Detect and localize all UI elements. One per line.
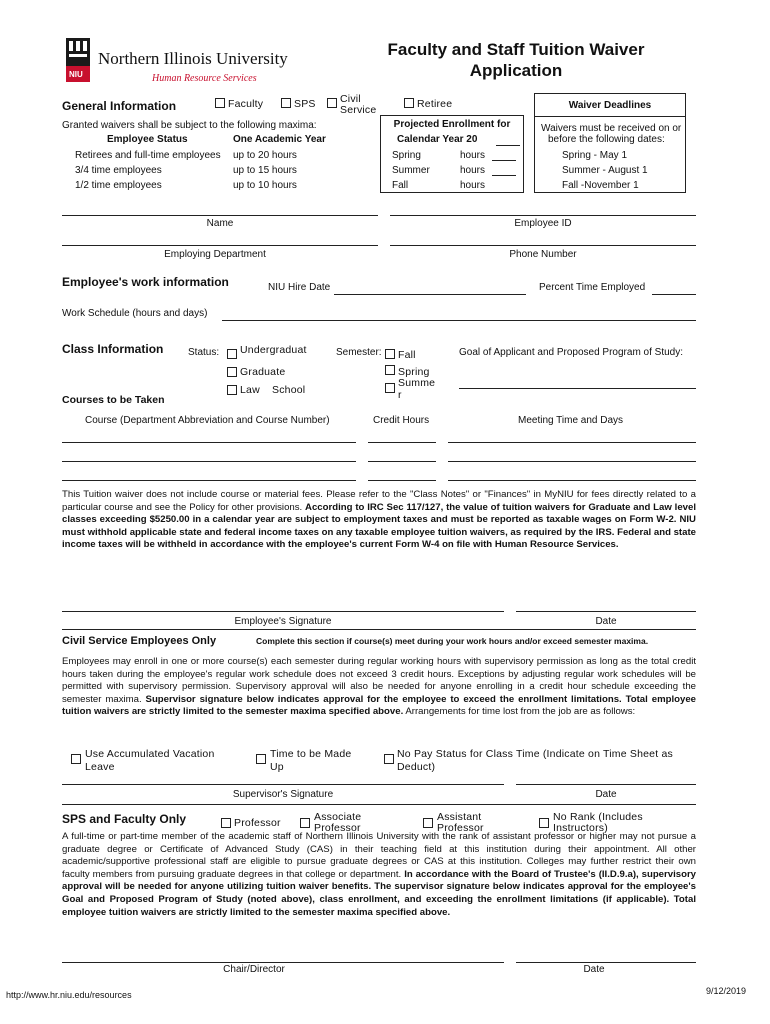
name-field[interactable] xyxy=(62,215,378,216)
niu-logo xyxy=(64,36,92,84)
vacation-checkbox[interactable] xyxy=(71,754,81,764)
form-title-line1: Faculty and Staff Tuition Waiver xyxy=(387,40,645,59)
graduate-checkbox[interactable] xyxy=(227,367,237,377)
sps-para-normal: A full-time or part-time member of the academic staff of Northern Illinois University with the rank of assistant professor or higher may not pursue a graduate degree or Certificate of Advanced Study (CAS) in their teaching field at this institution during their appointment. All other academic/supportive professional staff are eligible to pursue graduate degrees or CAS at this institution. Colleges may further restrict their own faculty members from pursuing graduate degrees in that college or department. xyxy=(62,831,696,880)
spring-label: Spring xyxy=(398,366,430,378)
no-rank-label-1: No Rank (Includes xyxy=(553,811,643,823)
department-name: Human Resource Services xyxy=(152,73,257,84)
supervisor-date-field[interactable] xyxy=(516,784,696,785)
summer-label-2: r xyxy=(398,389,402,401)
graduate-label: Graduate xyxy=(240,366,286,378)
courses-heading: Courses to be Taken xyxy=(62,394,165,406)
civil-service-paragraph xyxy=(62,656,696,719)
no-pay-label-1: No Pay Status for Class Time (Indicate on Time Sheet as xyxy=(397,748,673,760)
projected-title-2: Calendar Year 20 xyxy=(397,134,478,145)
service-label: Service xyxy=(340,104,377,116)
term-fall: Fall xyxy=(392,180,409,191)
deadlines-title: Waiver Deadlines xyxy=(568,100,652,111)
law-school-checkbox[interactable] xyxy=(227,385,237,395)
goal-field[interactable] xyxy=(459,388,696,389)
professor-label: Professor xyxy=(234,817,281,829)
no-rank-label-2: Instructors) xyxy=(553,822,608,834)
fall-checkbox[interactable] xyxy=(385,349,395,359)
credit-row-2[interactable] xyxy=(368,461,436,462)
meeting-row-3[interactable] xyxy=(448,480,696,481)
civil-service-divider xyxy=(62,629,696,630)
disclaimer-normal: This Tuition waiver does not include course or material fees. Please refer to the "Class Notes" or "Finances" in MyNIU for fees directly related to a particular course and see the Policy for other provisions. xyxy=(62,489,696,513)
supervisor-signature-label: Supervisor's Signature xyxy=(232,789,334,800)
supervisor-signature-field[interactable] xyxy=(62,784,504,785)
name-label: Name xyxy=(206,218,234,229)
time-made-up-checkbox[interactable] xyxy=(256,754,266,764)
disclaimer-bold: According to IRC Sec 117/127, the value of tuition waivers for Graduate and Law level classes exceeding $5250.00 in a calendar year are subject to employment taxes and must be reported as taxable wages on Form W-2. NIU must withhold applicable state and federal income taxes on any taxable employee tuition waivers, as required by the IRS. Federal and state income taxes will be withheld in accordance with the employee's current Form W-4 on file with Human Resource Services. xyxy=(62,501,696,551)
hours-spring-label: hours xyxy=(460,150,486,161)
faculty-label: Faculty xyxy=(228,98,264,110)
time-made-up-label-1: Time to be Made xyxy=(270,748,352,760)
school-label: School xyxy=(272,384,306,396)
term-summer: Summer xyxy=(392,165,430,176)
vacation-label-2: Leave xyxy=(85,761,115,773)
department-field[interactable] xyxy=(62,245,378,246)
status-row-1: Retirees and full-time employees xyxy=(75,150,221,161)
semester-label: Semester: xyxy=(336,347,382,358)
projected-title-1: Projected Enrollment for xyxy=(393,119,511,130)
no-pay-checkbox[interactable] xyxy=(384,754,394,764)
status-row-3: 1/2 time employees xyxy=(75,180,162,191)
academic-year-header: One Academic Year xyxy=(233,134,326,145)
disclaimer-paragraph xyxy=(62,489,696,552)
civil-service-heading: Civil Service Employees Only xyxy=(62,635,217,647)
status-label: Status: xyxy=(188,347,220,358)
year-field[interactable] xyxy=(496,145,520,146)
employee-id-field[interactable] xyxy=(390,215,696,216)
spring-checkbox[interactable] xyxy=(385,365,395,375)
schedule-label: Work Schedule (hours and days) xyxy=(62,308,208,319)
sps-label: SPS xyxy=(294,98,316,110)
max-row-3: up to 10 hours xyxy=(233,180,297,191)
employee-date-field[interactable] xyxy=(516,611,696,612)
civil-service-checkbox[interactable] xyxy=(327,98,337,108)
associate-checkbox[interactable] xyxy=(300,818,310,828)
class-heading: Class Information xyxy=(62,342,164,356)
hours-fall-label: hours xyxy=(460,180,486,191)
sps-divider xyxy=(62,804,696,805)
max-row-2: up to 15 hours xyxy=(233,165,297,176)
status-row-2: 3/4 time employees xyxy=(75,165,162,176)
assistant-label-1: Assistant xyxy=(437,811,482,823)
time-made-up-label-2: Up xyxy=(270,761,284,773)
hire-date-field[interactable] xyxy=(334,294,526,295)
term-spring: Spring xyxy=(392,150,421,161)
percent-time-field[interactable] xyxy=(652,294,696,295)
deadline-spring: Spring - May 1 xyxy=(562,150,628,161)
civil-label: Civil xyxy=(340,93,361,105)
course-row-3[interactable] xyxy=(62,480,356,481)
credit-row-1[interactable] xyxy=(368,442,436,443)
credit-column-header: Credit Hours xyxy=(373,415,430,426)
sps-heading: SPS and Faculty Only xyxy=(62,812,187,826)
chair-signature-field[interactable] xyxy=(62,962,504,963)
form-title-line2: Application xyxy=(469,61,563,80)
meeting-row-1[interactable] xyxy=(448,442,696,443)
general-heading: General Information xyxy=(62,99,177,113)
assistant-label-2: Professor xyxy=(437,822,484,834)
no-rank-checkbox[interactable] xyxy=(539,818,549,828)
undergraduate-checkbox[interactable] xyxy=(227,349,237,359)
percent-time-label: Percent Time Employed xyxy=(539,282,646,293)
course-column-header: Course (Department Abbreviation and Course Number) xyxy=(85,415,330,426)
phone-label: Phone Number xyxy=(509,249,577,260)
associate-label-1: Associate xyxy=(314,811,362,823)
chair-date-field[interactable] xyxy=(516,962,696,963)
summer-checkbox[interactable] xyxy=(385,383,395,393)
department-label: Employing Department xyxy=(164,249,266,260)
deadline-fall: Fall -November 1 xyxy=(562,180,639,191)
footer-url[interactable]: http://www.hr.niu.edu/resources xyxy=(6,990,132,1000)
faculty-checkbox[interactable] xyxy=(215,98,225,108)
employee-date-label: Date xyxy=(595,616,617,627)
no-pay-label-2: Deduct) xyxy=(397,761,436,773)
sps-paragraph xyxy=(62,831,696,919)
footer-date: 9/12/2019 xyxy=(706,986,747,996)
retiree-label: Retiree xyxy=(417,98,453,110)
goal-label: Goal of Applicant and Proposed Program of Study: xyxy=(459,347,684,358)
undergraduate-label: Undergraduat xyxy=(240,344,307,356)
summer-label-1: Summe xyxy=(398,377,436,389)
employee-signature-label: Employee's Signature xyxy=(234,616,332,627)
course-row-2[interactable] xyxy=(62,461,356,462)
course-row-1[interactable] xyxy=(62,442,356,443)
granted-text: Granted waivers shall be subject to the following maxima: xyxy=(62,120,317,131)
chair-date-label: Date xyxy=(583,964,605,975)
civil-para-tail: Arrangements for time lost from the job are as follows: xyxy=(405,706,636,718)
university-name: Northern Illinois University xyxy=(98,49,288,68)
employee-id-label: Employee ID xyxy=(514,218,572,229)
employee-status-header: Employee Status xyxy=(107,134,188,145)
supervisor-date-label: Date xyxy=(595,789,617,800)
sps-checkbox[interactable] xyxy=(281,98,291,108)
logo-text: NIU xyxy=(69,70,83,79)
hours-summer-field[interactable] xyxy=(492,175,516,176)
hours-summer-label: hours xyxy=(460,165,486,176)
law-label: Law xyxy=(240,384,260,396)
schedule-field[interactable] xyxy=(222,320,696,321)
retiree-checkbox[interactable] xyxy=(404,98,414,108)
meeting-row-2[interactable] xyxy=(448,461,696,462)
chair-signature-label: Chair/Director xyxy=(223,964,285,975)
associate-label-2: Professor xyxy=(314,822,361,834)
credit-row-3[interactable] xyxy=(368,480,436,481)
deadline-summer: Summer - August 1 xyxy=(562,165,648,176)
phone-field[interactable] xyxy=(390,245,696,246)
fall-label: Fall xyxy=(398,349,416,361)
meeting-column-header: Meeting Time and Days xyxy=(518,415,624,426)
hire-date-label: NIU Hire Date xyxy=(268,282,331,293)
sps-para-bold: In accordance with the Board of Trustee's (II.D.9.a), supervisory approval will be needed for anyone utilizing tuition waiver benefits. The supervisor signature below indicates approval for the employee's Goal and Proposed Program of Study (noted above), class enrollment, and exceeding the enrollment limitations (if applicable). Total employee tuition waivers are strictly limited to the semester maxima specified above. xyxy=(62,868,697,918)
max-row-1: up to 20 hours xyxy=(233,150,297,161)
professor-checkbox[interactable] xyxy=(221,818,231,828)
civil-service-note: Complete this section if course(s) meet during your work hours and/or exceed semester maxima. xyxy=(256,636,649,646)
vacation-label-1: Use Accumulated Vacation xyxy=(85,748,215,760)
civil-para-bold: Supervisor signature below indicates approval for the employee to exceed the enrollment limitations. Total employee tuition waivers are strictly limited to the semester maxima specified above. xyxy=(62,693,696,718)
deadlines-line1: Waivers must be received on or xyxy=(541,123,682,134)
deadlines-line2: before the following dates: xyxy=(548,134,665,145)
work-heading: Employee's work information xyxy=(62,275,229,289)
employee-signature-field[interactable] xyxy=(62,611,504,612)
civil-para-normal: Employees may enroll in one or more course(s) each semester during regular working hours with supervisory permission as long as the total credit hours taken during the employee's regular work schedule does not exceed 3 credit hours. Exceptions by adjusting regular work schedules will be permitted with supervisory permission. Supervisory approval will also be needed for anyone enrolling in a credit hour schedule exceeding the semester maxima. xyxy=(62,656,696,705)
assistant-checkbox[interactable] xyxy=(423,818,433,828)
hours-spring-field[interactable] xyxy=(492,160,516,161)
